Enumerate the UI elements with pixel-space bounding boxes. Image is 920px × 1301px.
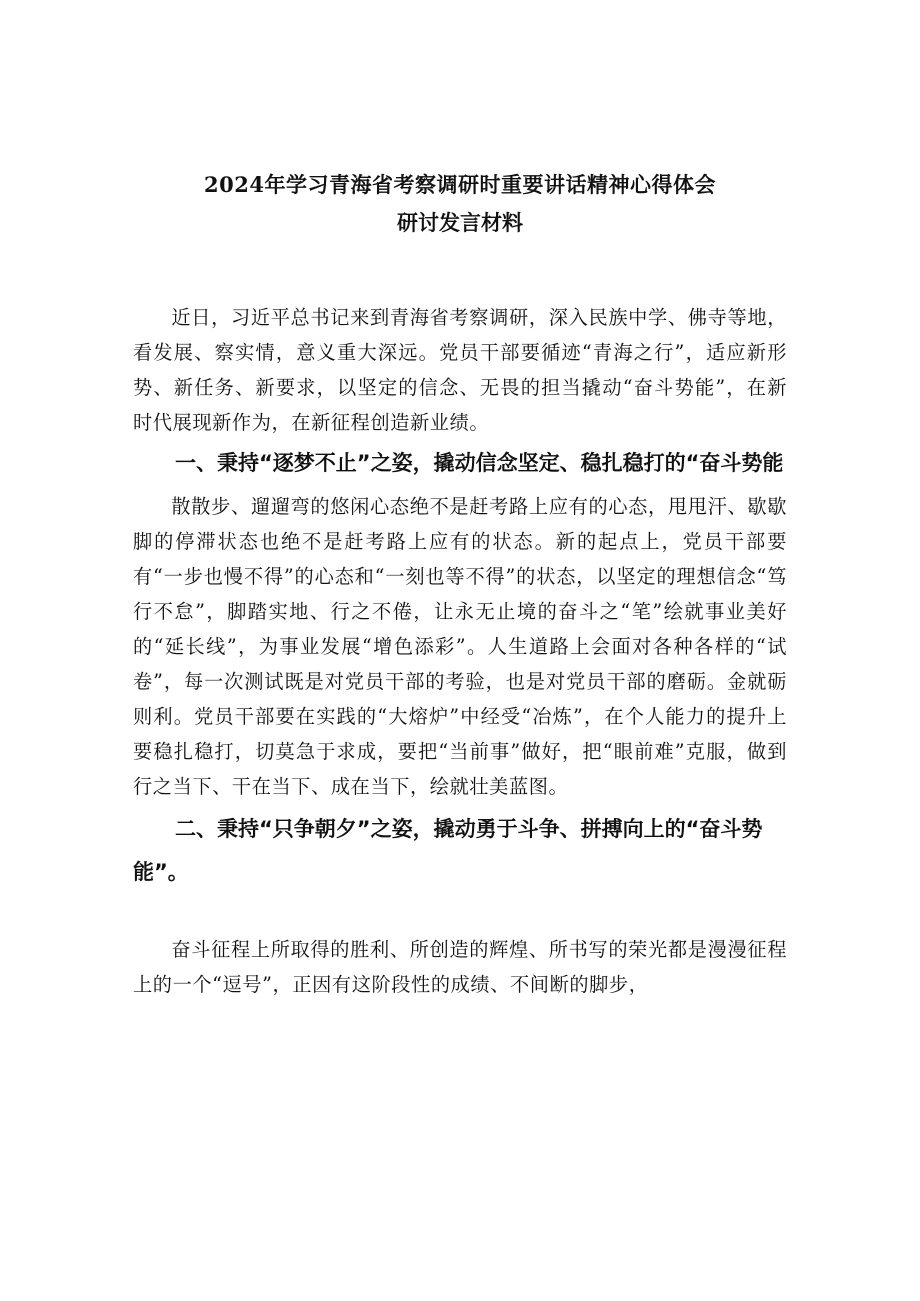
section-1-paragraph: 散散步、遛遛弯的悠闲心态绝不是赶考路上应有的心态，甩甩汗、歇歇脚的停滞状态也绝不是赶考路上应有的状态。新的起点上，党员干部要有“一步也慢不得”的心态和“一刻也等不得”的状态，以坚定的理想信念“笃行不怠”，脚踏实地、行之不倦，让永无止境的奋斗之“笔”绘就事业美好的“延长线”，为事业发展“增色添彩”。人生道路上会面对各种各样的“试卷”，每一次测试既是对党员干部的考验，也是对党员干部的磨砺。金就砺则利。党员干部要在实践的“大熔炉”中经受“冶炼”，在个人能力的提升上要稳扎稳打，切莫急于求成，要把“当前事”做好，把“眼前难”克服，做到行之当下、干在当下、成在当下，绘就壮美蓝图。 bbox=[133, 495, 787, 798]
section-1-heading: 一、秉持“逐梦不止”之姿，撬动信念坚定、稳扎稳打的“奋斗势能 bbox=[175, 451, 784, 475]
section-2-heading: 二、秉持“只争朝夕”之姿，撬动勇于斗争、拼搏向上的“奋斗势能”。 bbox=[133, 817, 763, 884]
document-title: 2024年学习青海省考察调研时重要讲话精神心得体会 bbox=[204, 172, 716, 197]
document-subtitle: 研讨发言材料 bbox=[397, 210, 523, 235]
section-2-paragraph: 奋斗征程上所取得的胜利、所创造的辉煌、所书写的荣光都是漫漫征程上的一个“逗号”，正因有这阶段性的成绩、不间断的脚步， bbox=[133, 938, 787, 996]
intro-paragraph: 近日，习近平总书记来到青海省考察调研，深入民族中学、佛寺等地，看发展、察实情，意义重大深远。党员干部要循迹“青海之行”，适应新形势、新任务、新要求，以坚定的信念、无畏的担当撬动“奋斗势能”，在新时代展现新作为，在新征程创造新业绩。 bbox=[133, 306, 787, 434]
